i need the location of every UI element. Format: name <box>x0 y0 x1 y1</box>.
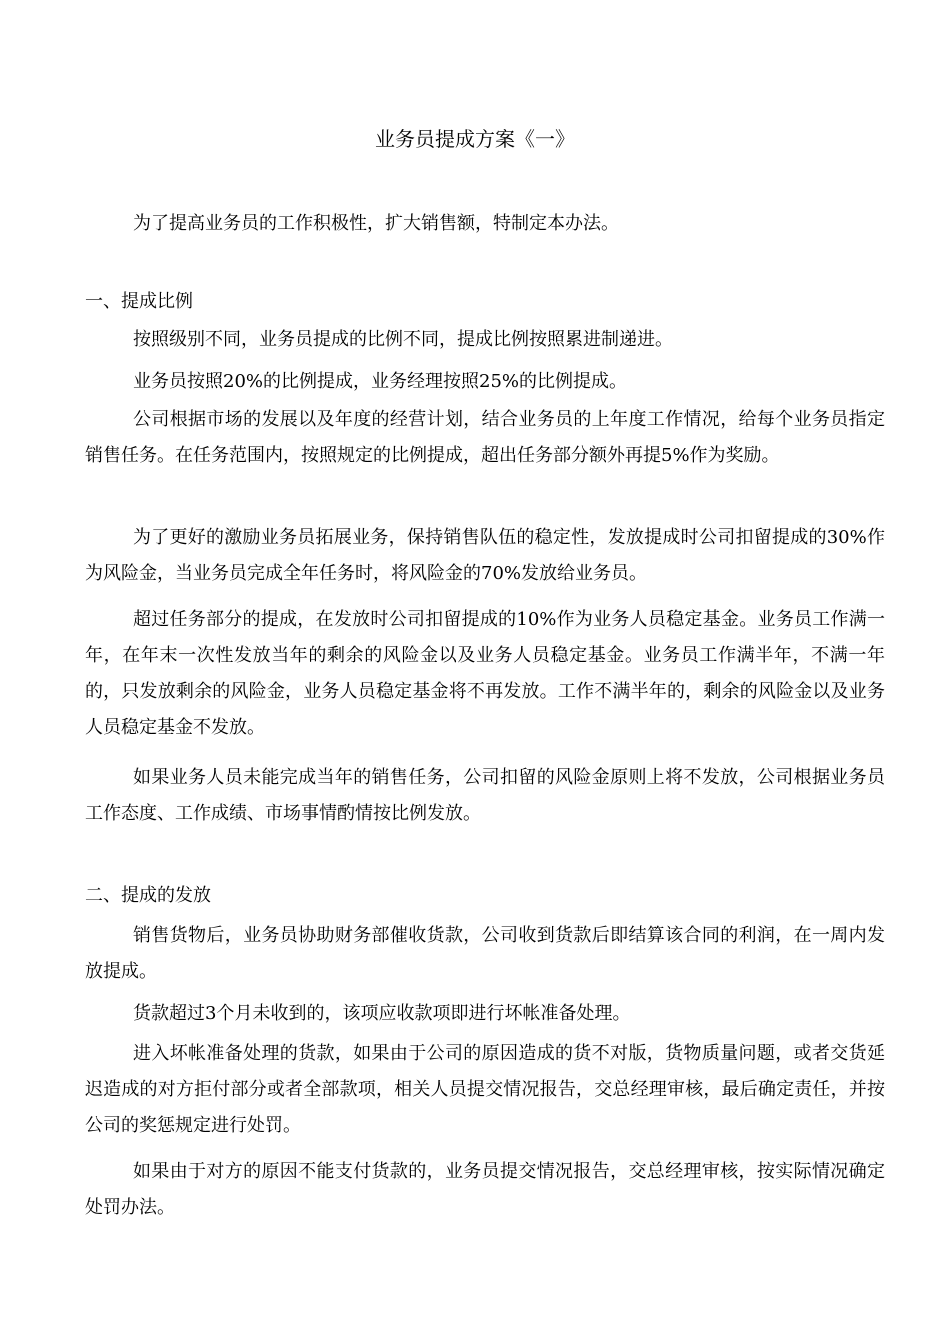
document-title: 业务员提成方案《一》 <box>375 127 575 151</box>
intro-paragraph: 为了提高业务员的工作积极性，扩大销售额，特制定本办法。 <box>133 213 619 234</box>
section-1-paragraph-1: 按照级别不同，业务员提成的比例不同，提成比例按照累进制递进。 <box>133 329 673 350</box>
section-1-paragraph-5: 超过任务部分的提成，在发放时公司扣留提成的10%作为业务人员稳定基金。业务员工作满一年，在年末一次性发放当年的剩余的风险金以及业务人员稳定基金。业务员工作满半年，不满一年的，只发放剩余的风险金，业务人员稳定基金将不再发放。工作不满半年的，剩余的风险金以及业务人员稳定基金不发放。 <box>85 609 885 738</box>
section-1-paragraph-3: 公司根据市场的发展以及年度的经营计划，结合业务员的上年度工作情况，给每个业务员指定销售任务。在任务范围内，按照规定的比例提成，超出任务部分额外再提5%作为奖励。 <box>85 409 885 466</box>
section-1-paragraph-6: 如果业务人员未能完成当年的销售任务，公司扣留的风险金原则上将不发放，公司根据业务员工作态度、工作成绩、市场事情酌情按比例发放。 <box>85 767 885 824</box>
section-heading-2: 二、提成的发放 <box>85 885 211 906</box>
section-heading-1: 一、提成比例 <box>85 291 193 312</box>
section-2-paragraph-4: 如果由于对方的原因不能支付货款的，业务员提交情况报告，交总经理审核，按实际情况确定处罚办法。 <box>85 1161 885 1218</box>
section-2-paragraph-1: 销售货物后，业务员协助财务部催收货款，公司收到货款后即结算该合同的利润，在一周内发放提成。 <box>85 925 885 982</box>
section-2-paragraph-2: 货款超过3个月未收到的，该项应收款项即进行坏帐准备处理。 <box>133 1003 631 1024</box>
section-1-paragraph-4: 为了更好的激励业务员拓展业务，保持销售队伍的稳定性，发放提成时公司扣留提成的30%作为风险金，当业务员完成全年任务时，将风险金的70%发放给业务员。 <box>85 527 885 584</box>
section-1-paragraph-2: 业务员按照20%的比例提成，业务经理按照25%的比例提成。 <box>133 371 628 392</box>
section-2-paragraph-3: 进入坏帐准备处理的货款，如果由于公司的原因造成的货不对版，货物质量问题，或者交货延迟造成的对方拒付部分或者全部款项，相关人员提交情况报告，交总经理审核，最后确定责任，并按公司的奖惩规定进行处罚。 <box>85 1043 885 1136</box>
